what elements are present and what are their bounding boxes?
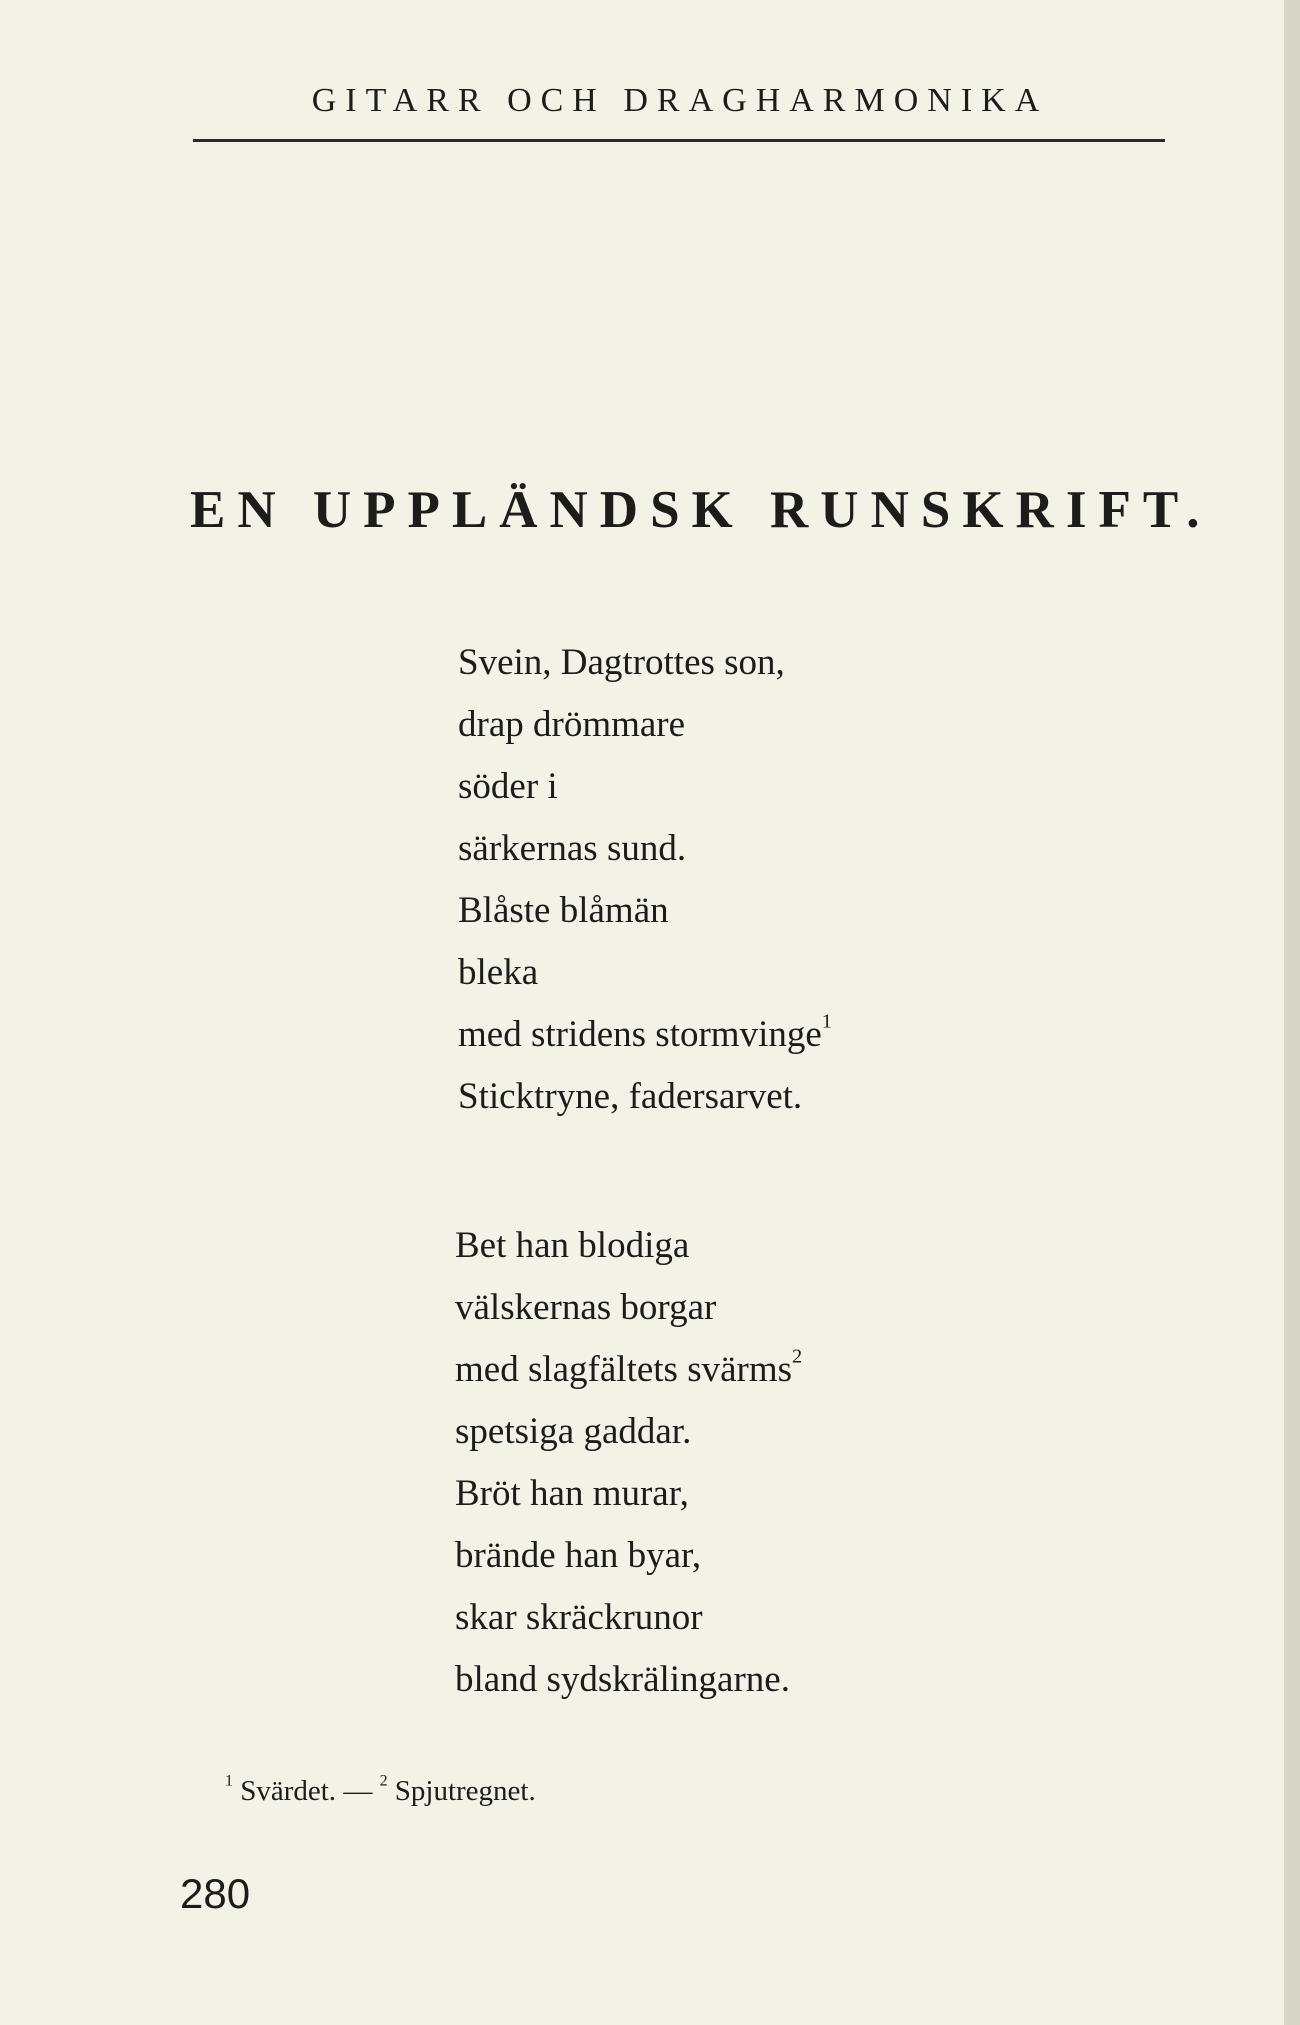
verse-line: spetsiga gaddar. [455,1411,692,1452]
header-rule [193,139,1165,142]
footnote-ref-1: 1 [821,1010,832,1033]
verse-text: med stridens stormvinge [458,1014,822,1055]
verse-line: Svein, Dagtrottes son, [458,642,785,683]
footnote-text-1: Svärdet. [240,1775,337,1807]
verse-line: Blåste blåmän [458,890,669,931]
verse-line: Sticktryne, fadersarvet. [458,1076,803,1117]
verse-line: särkernas sund. [458,828,687,869]
page-edge [1284,0,1300,2025]
footnote-ref-2: 2 [792,1345,803,1368]
running-head: GITARR OCH DRAGHARMONIKA [311,82,1049,119]
verse-line: Bet han blodiga [455,1225,690,1266]
verse-line: bland sydskrälingarne. [455,1659,790,1700]
verse-line: välskernas borgar [455,1287,717,1328]
verse-line-with-note [458,1004,832,1066]
footnote-separator: — [343,1775,373,1807]
verse-line: bleka [458,952,539,993]
footnote-marker-2: 2 [379,1772,388,1790]
page-number: 280 [180,1870,251,1917]
stanza-1 [458,632,832,1128]
footnote-text-2: Spjutregnet. [394,1775,536,1807]
verse-line: drap drömmare [458,704,686,745]
verse-line: söder i [458,766,558,807]
footnote-marker-1: 1 [225,1772,233,1790]
verse-line-with-note [455,1339,802,1401]
verse-text: med slagfältets svärms [455,1349,793,1390]
stanza-2 [455,1215,802,1711]
verse-line: Bröt han murar, [455,1473,689,1514]
verse-line: brände han byar, [455,1535,702,1576]
poem-title: EN UPPLÄNDSK RUNSKRIFT. [190,481,1212,539]
verse-line: skar skräckrunor [455,1597,703,1638]
footnotes [225,1772,536,1808]
